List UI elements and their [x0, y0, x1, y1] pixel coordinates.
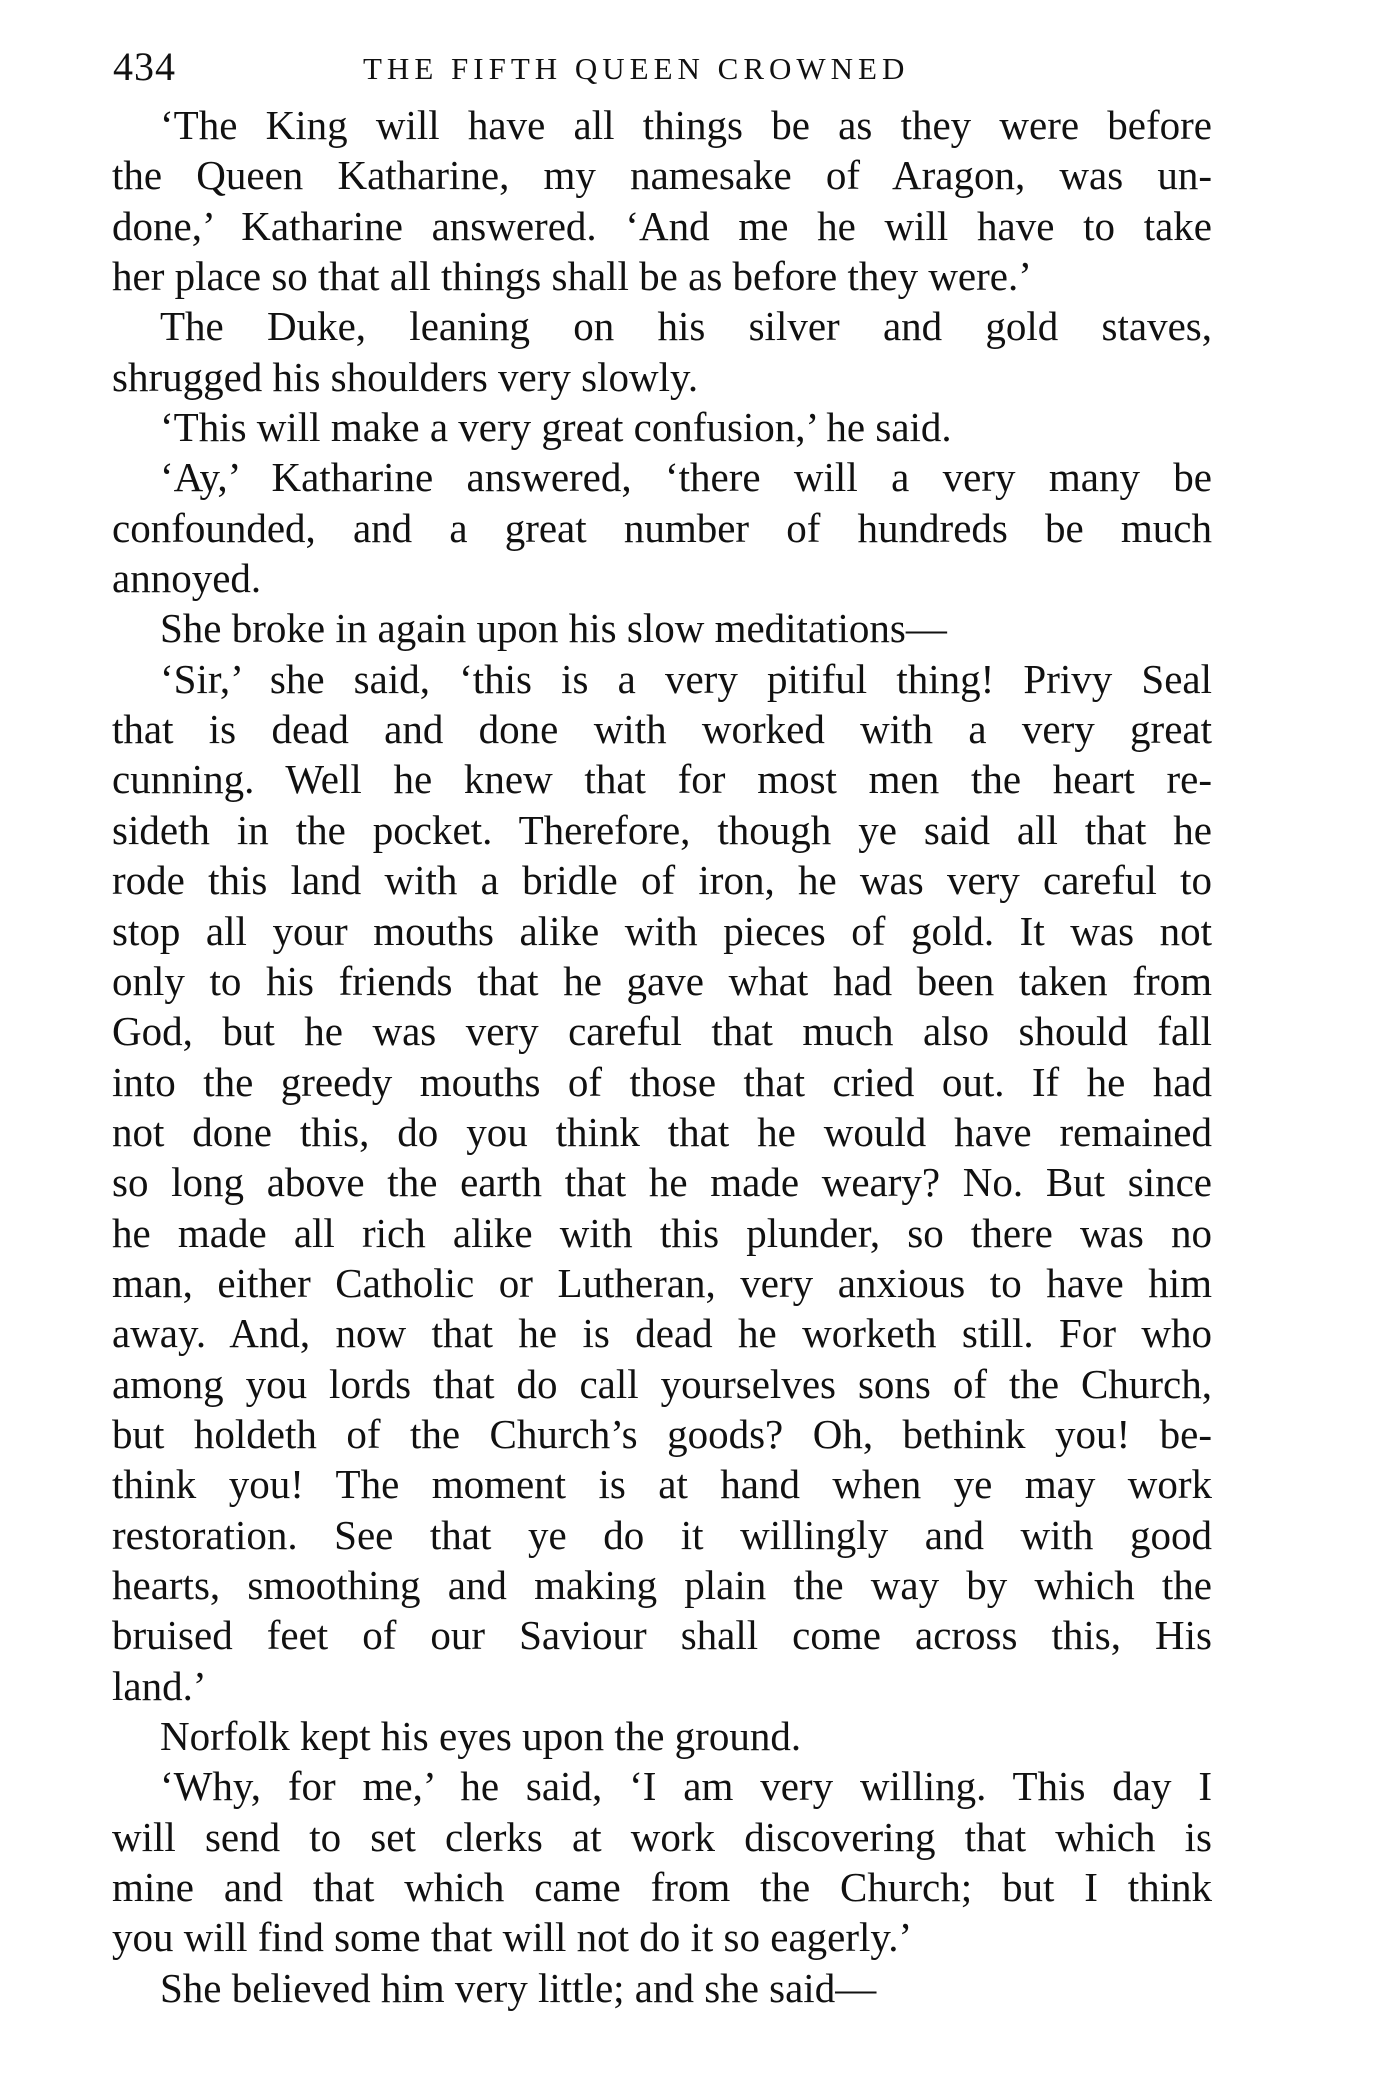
text-line: man, either Catholic or Lutheran, very anxious to have him [112, 1259, 1212, 1306]
text-line: sideth in the pocket. Therefore, though ye said all that he [112, 806, 1212, 853]
text-line: so long above the earth that he made weary? No. But since [112, 1159, 1212, 1206]
text-line: done,’ Katharine answered. ‘And me he will have to take [112, 202, 1212, 249]
text-line: away. And, now that he is dead he worketh still. For who [112, 1310, 1212, 1357]
text-line: think you! The moment is at hand when ye may work [112, 1461, 1212, 1508]
text-line: ‘This will make a very great confusion,’ he said. [160, 404, 952, 451]
text-line: ‘Sir,’ she said, ‘this is a very pitiful thing! Privy Seal [160, 655, 1212, 702]
text-line: he made all rich alike with this plunder, so there was no [112, 1209, 1212, 1256]
text-line: shrugged his shoulders very slowly. [112, 353, 699, 400]
text-line: that is dead and done with worked with a very great [112, 706, 1212, 753]
text-line: stop all your mouths alike with pieces of gold. It was not [112, 907, 1212, 954]
text-line: but holdeth of the Church’s goods? Oh, bethink you! be- [112, 1410, 1212, 1457]
text-line: into the greedy mouths of those that cried out. If he had [112, 1058, 1212, 1105]
text-line: only to his friends that he gave what had been taken from [112, 957, 1212, 1004]
text-line: The Duke, leaning on his silver and gold staves, [160, 303, 1212, 350]
text-line: bruised feet of our Saviour shall come across this, His [112, 1612, 1212, 1659]
text-line: among you lords that do call yourselves sons of the Church, [112, 1360, 1212, 1407]
text-line: her place so that all things shall be as before they were.’ [112, 253, 1032, 300]
text-line: will send to set clerks at work discovering that which is [112, 1813, 1212, 1860]
text-line: She believed him very little; and she said— [160, 1964, 877, 2011]
text-line: ‘The King will have all things be as they were before [160, 102, 1212, 148]
running-title: THE FIFTH QUEEN CROWNED [363, 51, 910, 86]
text-line: restoration. See that ye do it willingly and with good [112, 1511, 1212, 1558]
text-line: you will find some that will not do it so eagerly.’ [112, 1914, 913, 1961]
text-line: confounded, and a great number of hundreds be much [112, 504, 1212, 551]
text-line: annoyed. [112, 555, 262, 602]
text-line: land.’ [112, 1662, 207, 1709]
text-line: ‘Why, for me,’ he said, ‘I am very willing. This day I [160, 1763, 1212, 1810]
text-line: hearts, smoothing and making plain the way by which the [112, 1561, 1212, 1608]
text-line: the Queen Katharine, my namesake of Aragon, was un- [112, 152, 1212, 199]
page-number: 434 [113, 44, 176, 89]
body-text [112, 100, 1212, 2013]
text-line: She broke in again upon his slow meditations— [160, 605, 947, 652]
text-line: not done this, do you think that he would have remained [112, 1108, 1212, 1155]
text-line: mine and that which came from the Church; but I think [112, 1864, 1212, 1911]
text-line: rode this land with a bridle of iron, he was very careful to [112, 857, 1212, 904]
text-line: cunning. Well he knew that for most men the heart re- [112, 756, 1212, 803]
text-line: God, but he was very careful that much also should fall [112, 1008, 1212, 1055]
text-line: ‘Ay,’ Katharine answered, ‘there will a very many be [160, 454, 1212, 501]
running-head [113, 42, 1213, 92]
text-line: Norfolk kept his eyes upon the ground. [160, 1713, 802, 1759]
